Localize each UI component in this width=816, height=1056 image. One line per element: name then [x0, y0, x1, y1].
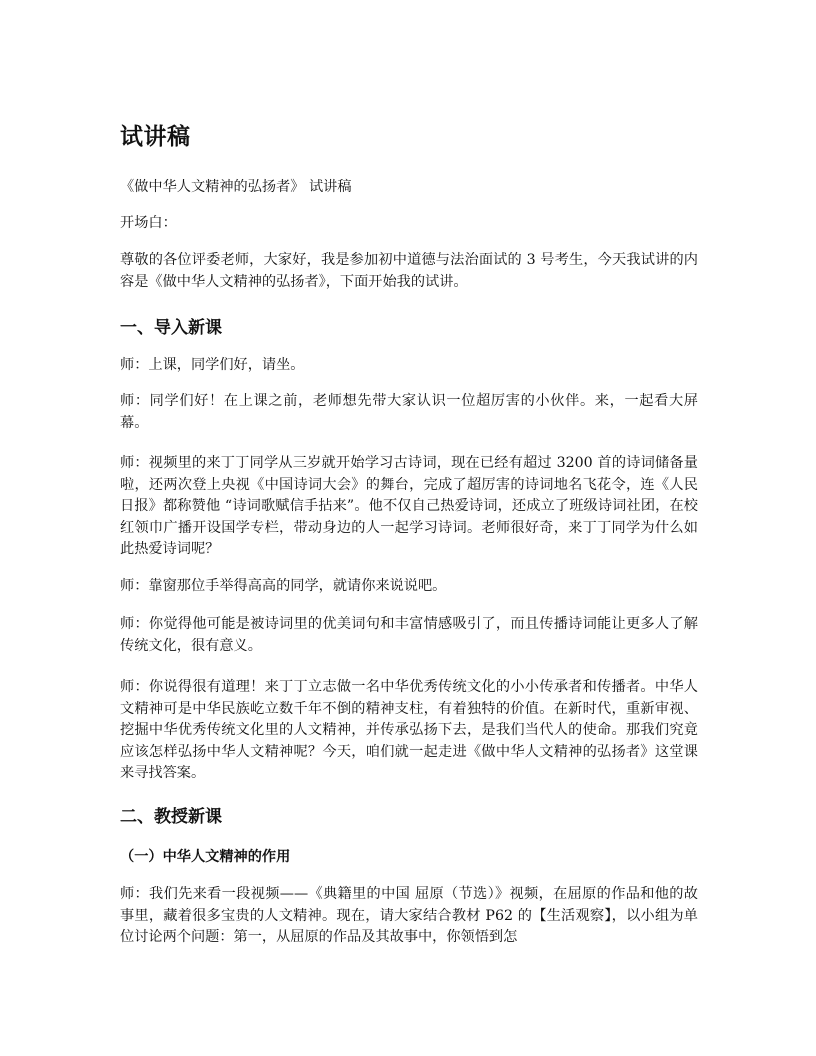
paragraph: 师：你觉得他可能是被诗词里的优美词句和丰富情感吸引了，而且传播诗词能让更多人了解传统文化，很有意义。 — [120, 616, 698, 654]
paragraph: 师：视频里的来丁丁同学从三岁就开始学习古诗词，现在已经有超过 3200 首的诗词储备量啦，还两次登上央视《中国诗词大会》的舞台，完成了超厉害的诗词地名飞花令，连《人民日报》都称赞他 “诗词歌赋信手拈来”。他不仅自己热爱诗词，还成立了班级诗词社团，在校红领巾广播开设国学专栏，带动身边的人一起学习诗词。老师很好奇，来丁丁同学为什么如此热爱诗词呢？ — [120, 455, 698, 557]
document-title: 试讲稿 — [120, 124, 191, 150]
subsection-heading: （一）中华人文精神的作用 — [120, 849, 291, 865]
paragraph: 师：靠窗那位手举得高高的同学，就请你来说说吧。 — [120, 578, 447, 594]
paragraph: 师：我们先来看一段视频——《典籍里的中国 屈原（节选）》视频，在屈原的作品和他的故事里，藏着很多宝贵的人文精神。现在，请大家结合教材 P62 的【生活观察】，以小组为单位讨论两个问题：第一，从屈原的作品及其故事中，你领悟到怎 — [120, 886, 698, 945]
section-heading-teaching: 二、教授新课 — [120, 807, 222, 827]
paragraph: 师：同学们好！在上课之前，老师想先带大家认识一位超厉害的小伙伴。来，一起看大屏幕。 — [120, 393, 698, 431]
paragraph: 师：你说得很有道理！来丁丁立志做一名中华优秀传统文化的小小传承者和传播者。中华人文精神可是中华民族屹立数千年不倒的精神支柱，有着独特的价值。在新时代，重新审视、挖掘中华优秀传统文化里的人文精神，并传承弘扬下去，是我们当代人的使命。那我们究竟应该怎样弘扬中华人文精神呢？今天，咱们就一起走进《做中华人文精神的弘扬者》这堂课来寻找答案。 — [120, 679, 698, 781]
paragraph: 师：上课，同学们好，请坐。 — [120, 357, 305, 373]
document-subtitle: 《做中华人文精神的弘扬者》 试讲稿 — [120, 179, 352, 195]
opening-paragraph: 尊敬的各位评委老师，大家好，我是参加初中道德与法治面试的 3 号考生，今天我试讲的内容是《做中华人文精神的弘扬者》，下面开始我的试讲。 — [120, 252, 698, 290]
opening-label: 开场白： — [120, 215, 177, 231]
section-heading-intro: 一、导入新课 — [120, 318, 222, 338]
